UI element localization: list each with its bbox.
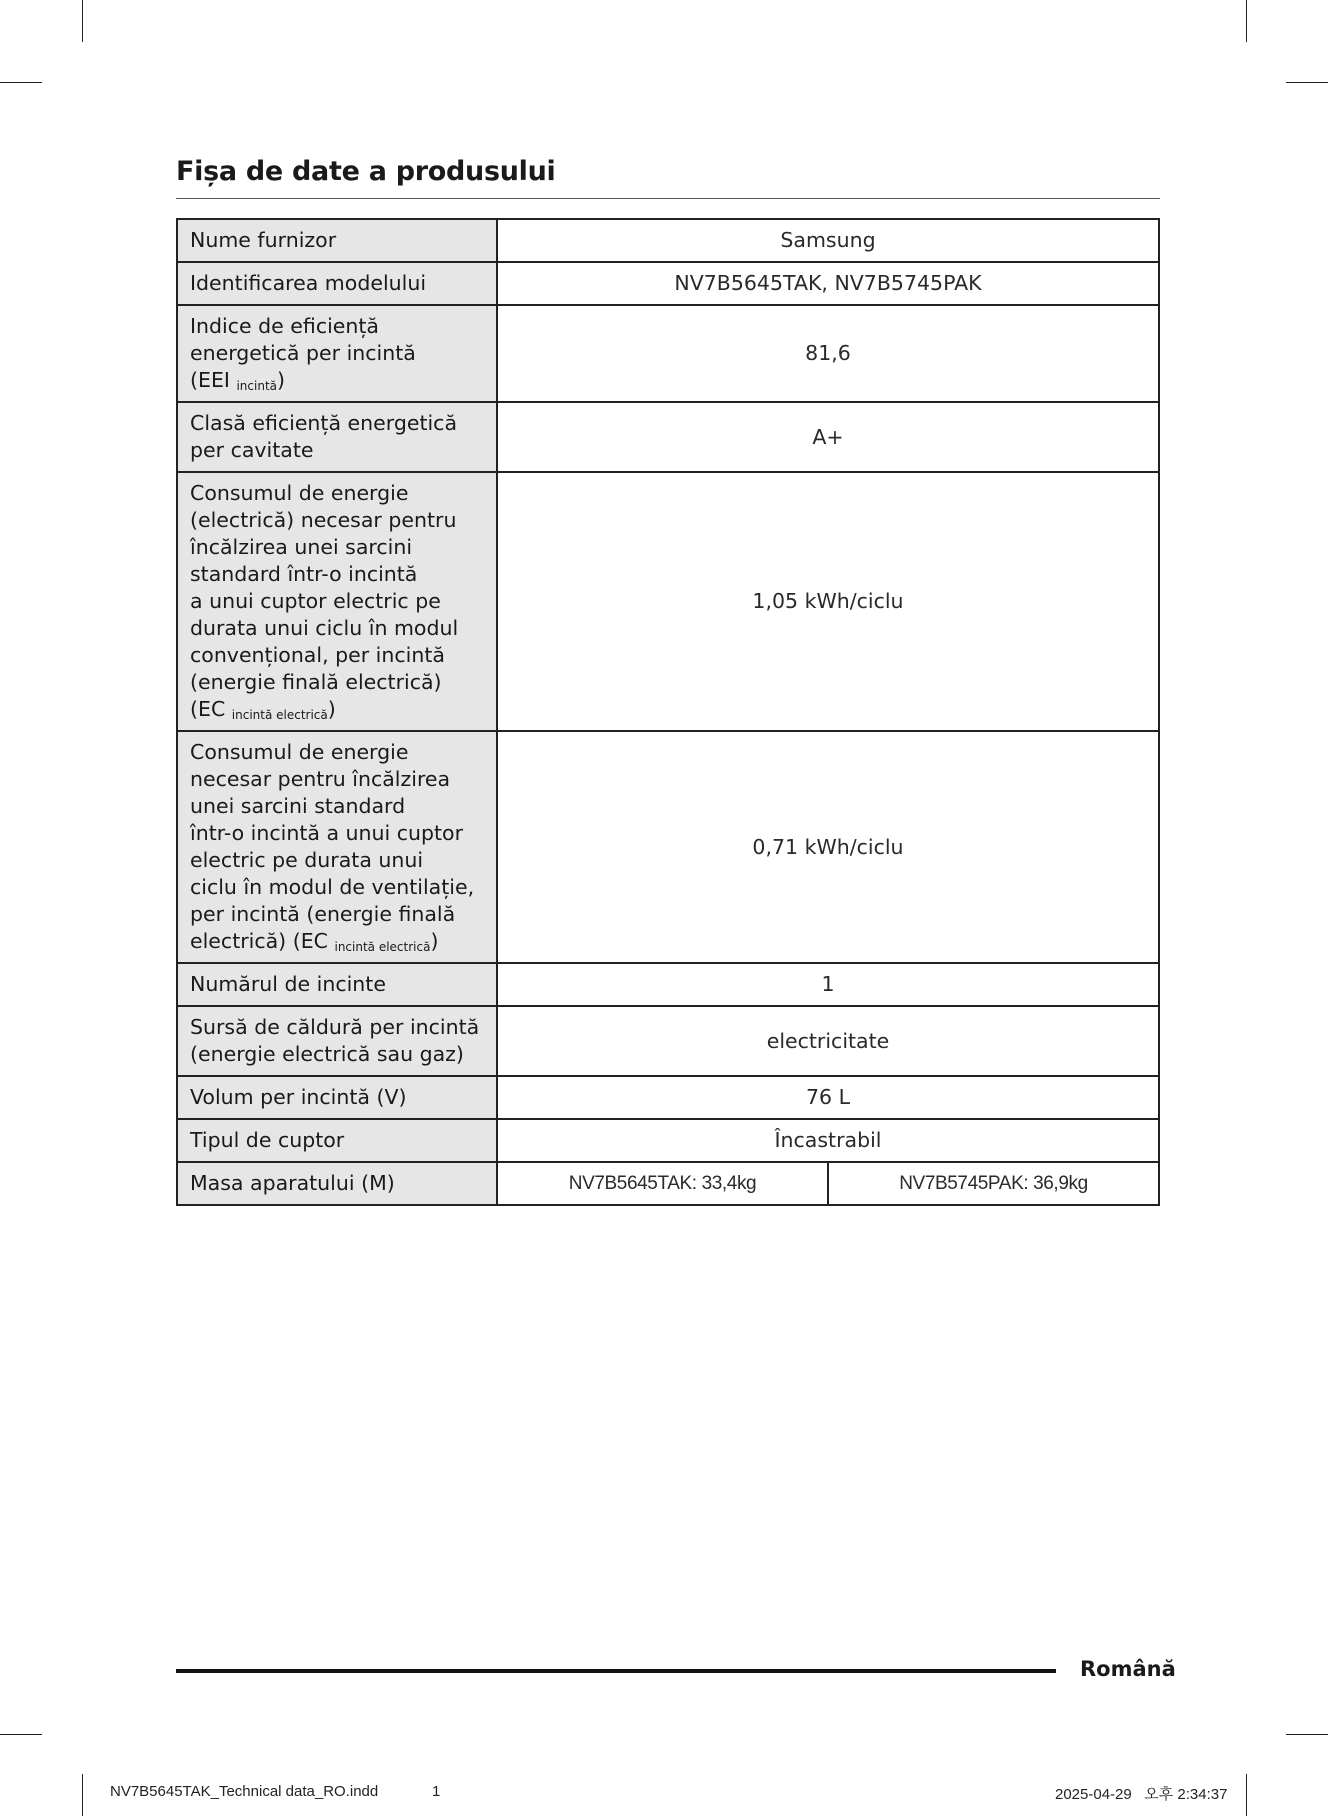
crop-mark	[82, 0, 83, 42]
crop-mark	[82, 1774, 83, 1816]
row-value: 76 L	[497, 1076, 1159, 1119]
table-row	[177, 1006, 1159, 1076]
row-label: Consumul de energie necesar pentru încălzirea unei sarcini standard într-o incintă a unui cuptor electric pe durata unui ciclu în modul de ventilație, per incintă (energie finală electrică) (EC $_{incintă electrică}$)	[177, 731, 497, 963]
page-title: Fișa de date a produsului	[176, 156, 556, 187]
table-row	[177, 731, 1159, 963]
table-row	[177, 305, 1159, 402]
row-label: Numărul de incinte	[177, 963, 497, 1006]
row-value: Încastrabil	[497, 1119, 1159, 1162]
row-label: Sursă de căldură per incintă (energie electrică sau gaz)	[177, 1006, 497, 1076]
row-label: Tipul de cuptor	[177, 1119, 497, 1162]
row-label: Masa aparatului (M)	[177, 1162, 497, 1205]
footer-language: Română	[1080, 1657, 1176, 1681]
row-value: electricitate	[497, 1006, 1159, 1076]
row-label: Identificarea modelului	[177, 262, 497, 305]
row-value: NV7B5645TAK, NV7B5745PAK	[497, 262, 1159, 305]
product-data-table	[176, 218, 1160, 1206]
row-value-right: NV7B5745PAK: 36,9kg	[828, 1162, 1159, 1205]
row-label: Clasă eficiență energetică per cavitate	[177, 402, 497, 472]
slug-page-number: 1	[432, 1783, 441, 1800]
row-label: Consumul de energie (electrică) necesar pentru încălzirea unei sarcini standard într-o incintă a unui cuptor electric pe durata unui ciclu în modul convențional, per incintă (energie finală electrică) (EC $_{incintă electrică}$)	[177, 472, 497, 731]
crop-mark	[1286, 1734, 1328, 1735]
row-value: Samsung	[497, 219, 1159, 262]
row-value: 1,05 kWh/ciclu	[497, 472, 1159, 731]
footer-divider	[176, 1669, 1056, 1673]
table-row	[177, 402, 1159, 472]
table-row	[177, 1119, 1159, 1162]
crop-mark	[1286, 82, 1328, 83]
row-value: A+	[497, 402, 1159, 472]
row-label: Nume furnizor	[177, 219, 497, 262]
crop-mark	[1246, 1774, 1247, 1816]
table-row	[177, 262, 1159, 305]
table-row	[177, 1162, 1159, 1205]
table-row	[177, 1076, 1159, 1119]
row-value: 1	[497, 963, 1159, 1006]
crop-mark	[1246, 0, 1247, 42]
row-value-left: NV7B5645TAK: 33,4kg	[497, 1162, 828, 1205]
table-row	[177, 472, 1159, 731]
slug-timestamp: 2025-04-29 오후 2:34:37	[1055, 1786, 1228, 1803]
row-label: Volum per incintă (V)	[177, 1076, 497, 1119]
row-label: Indice de eficiență energetică per incintă (EEI $_{incintă}$)	[177, 305, 497, 402]
table-row	[177, 963, 1159, 1006]
table-row	[177, 219, 1159, 262]
row-value: 0,71 kWh/ciclu	[497, 731, 1159, 963]
slug-filename: NV7B5645TAK_Technical data_RO.indd	[110, 1783, 379, 1800]
title-divider	[176, 198, 1160, 199]
crop-mark	[0, 82, 42, 83]
row-value: 81,6	[497, 305, 1159, 402]
crop-mark	[0, 1734, 42, 1735]
